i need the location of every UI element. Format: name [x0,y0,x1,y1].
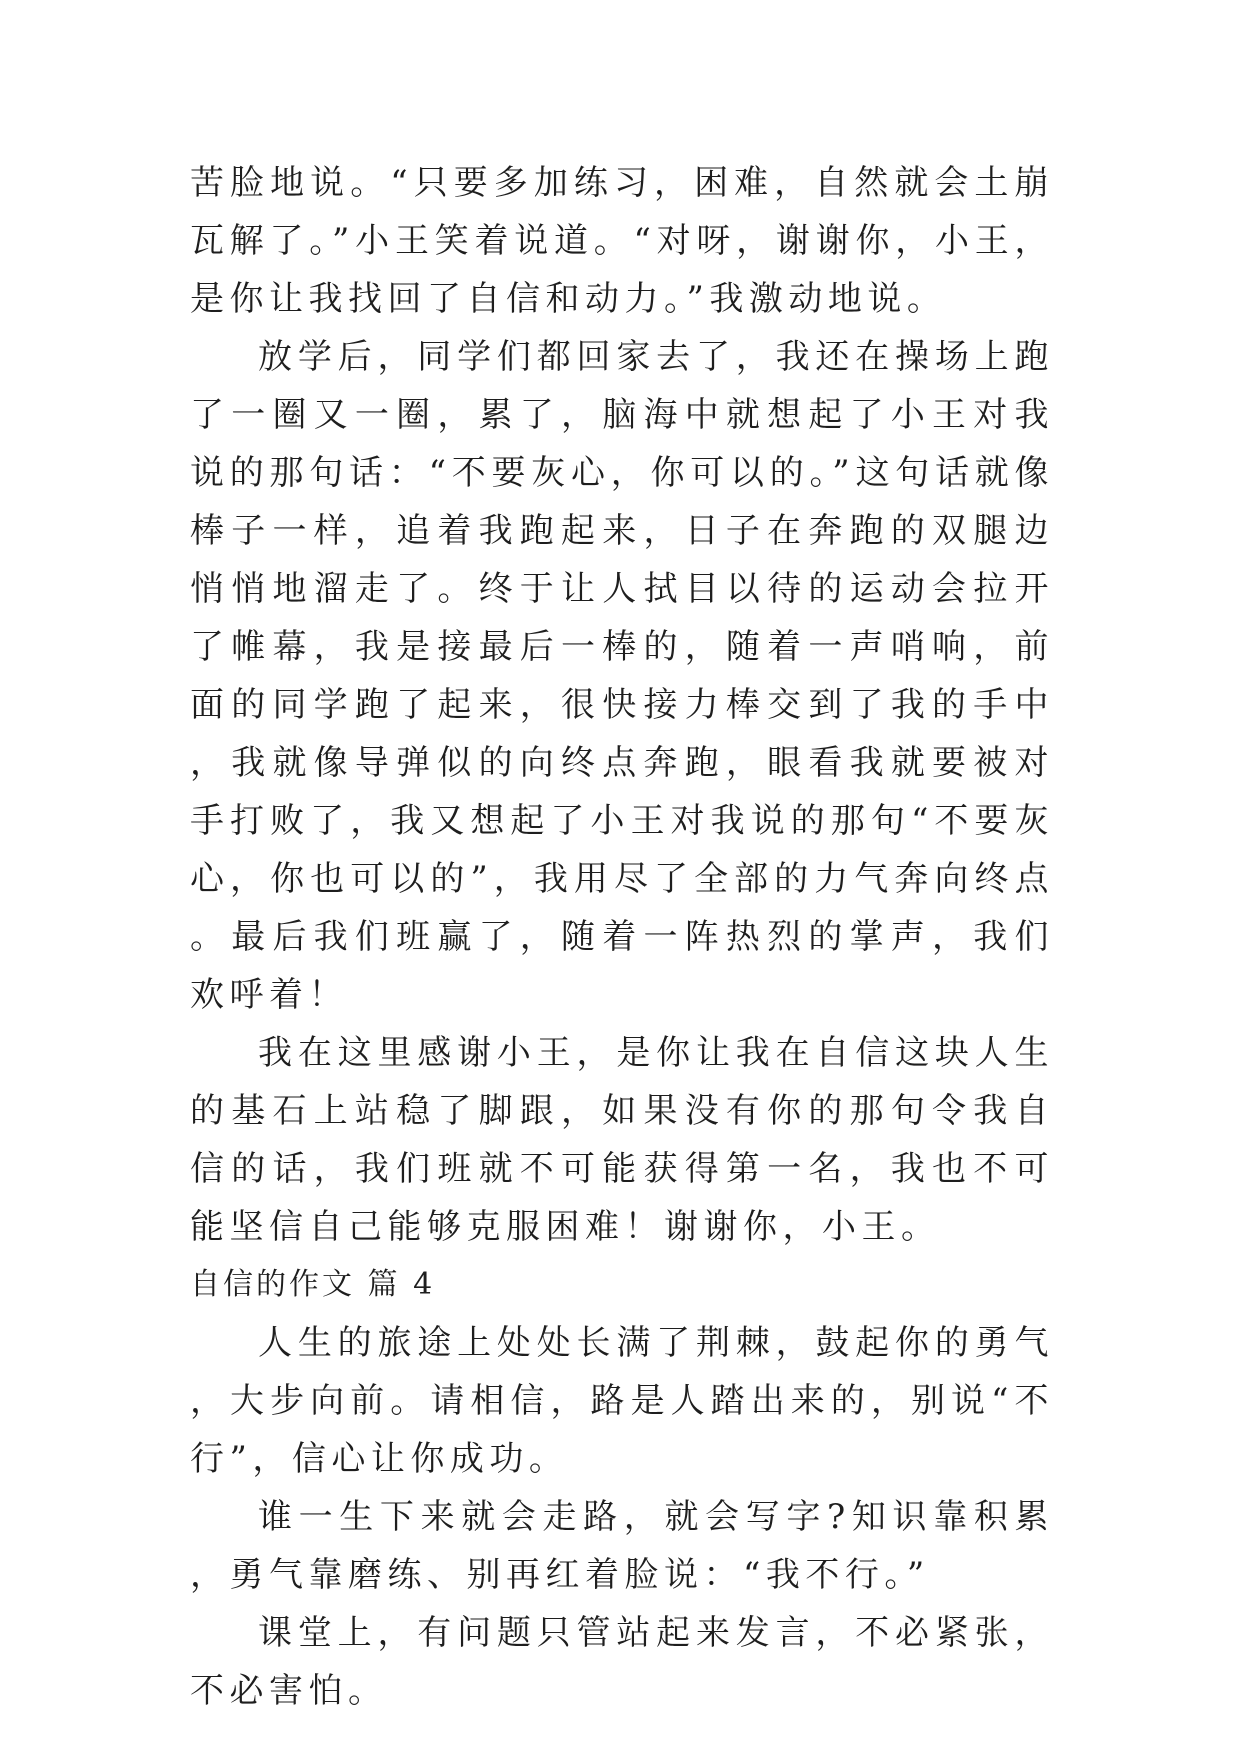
paragraph-sports-day: 放学后，同学们都回家去了，我还在操场上跑了一圈又一圈，累了，脑海中就想起了小王对我说的那句话：“不要灰心，你可以的。”这句话就像棒子一样，追着我跑起来，日子在奔跑的双腿边悄悄地溜走了。终于让人拭目以待的运动会拉开了帷幕，我是接最后一棒的，随着一声哨响，前面的同学跑了起来，很快接力棒交到了我的手中，我就像导弹似的向终点奔跑，眼看我就要被对手打败了，我又想起了小王对我说的那句“不要灰心，你也可以的”，我用尽了全部的力气奔向终点。最后我们班赢了，随着一阵热烈的掌声，我们欢呼着！ [190,337,1054,1015]
paragraph-practice: 谁一生下来就会走路，就会写字?知识靠积累，勇气靠磨练、别再红着脸说：“我不行。” [190,1497,1054,1595]
section-title: 自信的作文 篇 4 [190,1267,436,1302]
document-body [190,154,1054,1720]
paragraph-thanks: 我在这里感谢小王，是你让我在自信这块人生的基石上站稳了脚跟，如果没有你的那句令我自信的话，我们班就不可能获得第一名，我也不可能坚信自己能够克服困难！谢谢你，小王。 [190,1033,1054,1247]
paragraph-classroom: 课堂上，有问题只管站起来发言，不必紧张，不必害怕。 [190,1613,1054,1711]
paragraph-journey: 人生的旅途上处处长满了荆棘，鼓起你的勇气，大步向前。请相信，路是人踏出来的，别说“不行”，信心让你成功。 [190,1323,1054,1479]
paragraph-continuation: 苦脸地说。“只要多加练习，困难，自然就会土崩瓦解了。”小王笑着说道。“对呀，谢谢你，小王，是你让我找回了自信和动力。”我激动地说。 [190,163,1054,319]
